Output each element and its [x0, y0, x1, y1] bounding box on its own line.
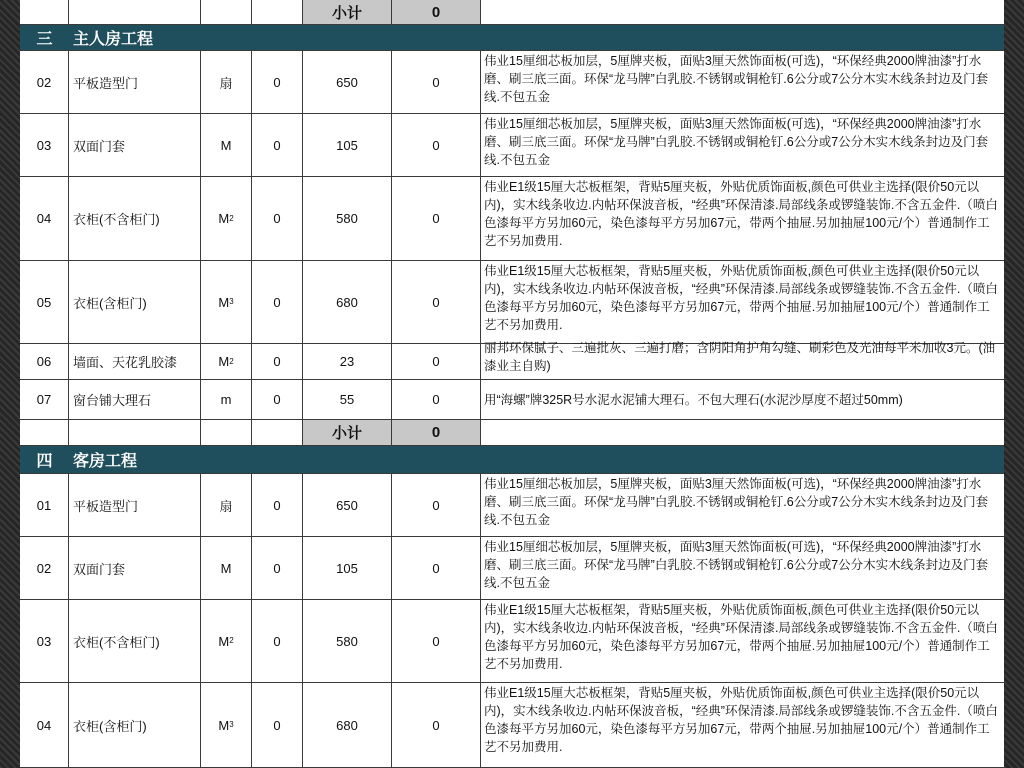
cell-qty: 0: [252, 537, 303, 599]
unit-text: 扇: [219, 75, 233, 91]
cell-name: 衣柜(不含柜门): [69, 600, 201, 682]
cell-total: 0: [392, 474, 481, 536]
unit-text: M: [220, 137, 232, 153]
cell-price: 105: [303, 114, 392, 176]
cell-total: 0: [392, 344, 481, 379]
cell-no: [20, 420, 69, 445]
unit-text: M: [218, 717, 230, 733]
section-number: 三: [36, 31, 53, 48]
cell-name: 衣柜(含柜门): [69, 683, 201, 767]
cell-price: 55: [303, 380, 392, 419]
cell-qty: 0: [252, 51, 303, 113]
cell-description: 伟业E1级15厘大芯板框架，背贴5厘夹板，外贴优质饰面板,颜色可供业主选择(限价50元以内)，实木线条收边.内帖环保波音板，“经典”环保清漆.局部线条或锣缝装饰.不含五金件.（喷白色漆每平方另加60元，染色漆每平方另加67元，带两个抽屉.另加抽屉100元/个）普通制作工艺不另加费用.: [484, 603, 998, 671]
cell-unit: M 2: [201, 344, 252, 379]
cell-price: 580: [303, 177, 392, 260]
cell-no: 06: [20, 344, 69, 379]
cell-price: 680: [303, 683, 392, 767]
table-row: [20, 537, 1004, 600]
cell-total: 0: [392, 51, 481, 113]
cell-no: 07: [20, 380, 69, 419]
cell-description: 伟业15厘细芯板加层，5厘牌夹板，面贴3厘天然饰面板(可选)，“环保经典2000牌油漆”打水磨、刷三底三面。环保“龙马牌”白乳胶.不锈钢或铜枪钉.6公分或7公分木实木线条封边及门套线.不包五金: [484, 54, 989, 104]
cell-name: 墙面、天花乳胶漆: [69, 344, 201, 379]
cell-name: [69, 420, 201, 445]
subtotal-value: 0: [392, 0, 481, 24]
table-row: [20, 341, 1004, 380]
cell-total: 0: [392, 537, 481, 599]
cell-name: 双面门套: [69, 114, 201, 176]
cell-qty: 0: [252, 474, 303, 536]
cell-name: 双面门套: [69, 537, 201, 599]
section-header-guest-room: [20, 446, 1004, 474]
cell-qty: 0: [252, 177, 303, 260]
cell-description: 伟业15厘细芯板加层，5厘牌夹板，面贴3厘天然饰面板(可选)，“环保经典2000牌油漆”打水磨、刷三底三面。环保“龙马牌”白乳胶.不锈钢或铜枪钉.6公分或7公分木实木线条封边及门套线.不包五金: [484, 540, 989, 590]
section-title: 客房工程: [73, 453, 138, 470]
quotation-sheet: [20, 0, 1004, 768]
right-background-strip: [1004, 0, 1024, 768]
cell-no: 03: [20, 600, 69, 682]
subtotal-row-master-bedroom: [20, 420, 1004, 446]
cell-name: 衣柜(不含柜门): [69, 177, 201, 260]
cell-price: 650: [303, 474, 392, 536]
cell-price: 105: [303, 537, 392, 599]
cell-qty: 0: [252, 600, 303, 682]
cell-no: 05: [20, 261, 69, 343]
cell-unit: M 3: [201, 683, 252, 767]
section-title: 主人房工程: [73, 31, 154, 48]
cell-total: 0: [392, 683, 481, 767]
cell-qty: 0: [252, 344, 303, 379]
cell-no: 04: [20, 177, 69, 260]
cell-description: 伟业E1级15厘大芯板框架，背贴5厘夹板，外贴优质饰面板,颜色可供业主选择(限价50元以内)，实木线条收边.内帖环保波音板，“经典”环保清漆.局部线条或锣缝装饰.不含五金件.（喷白色漆每平方另加60元，染色漆每平方另加67元，带两个抽屉.另加抽屉100元/个）普通制作工艺不另加费用.: [484, 180, 998, 248]
subtotal-label: 小计: [303, 0, 392, 24]
cell-name: [69, 0, 201, 24]
unit-text: M: [218, 633, 230, 649]
cell-unit: [201, 537, 252, 599]
unit-text: m: [220, 392, 232, 407]
cell-total: 0: [392, 600, 481, 682]
unit-text: M: [218, 354, 230, 369]
cell-unit: M 3: [201, 261, 252, 343]
cell-unit: [201, 0, 252, 24]
cell-description: 伟业15厘细芯板加层，5厘牌夹板，面贴3厘天然饰面板(可选)，“环保经典2000牌油漆”打水磨、刷三底三面。环保“龙马牌”白乳胶.不锈钢或铜枪钉.6公分或7公分木实木线条封边及门套线.不包五金: [484, 477, 989, 527]
section-number: 四: [36, 453, 53, 470]
cell-unit: [201, 380, 252, 419]
cell-unit: [201, 51, 252, 113]
subtotal-value: 0: [392, 420, 481, 445]
cell-unit: M 2: [201, 177, 252, 260]
cell-qty: [252, 420, 303, 445]
unit-text: M: [220, 560, 232, 576]
cell-description: 伟业E1级15厘大芯板框架，背贴5厘夹板，外贴优质饰面板,颜色可供业主选择(限价50元以内)，实木线条收边.内帖环保波音板，“经典”环保清漆.局部线条或锣缝装饰.不含五金件.（喷白色漆每平方另加60元，染色漆每平方另加67元，带两个抽屉.另加抽屉100元/个）普通制作工艺不另加费用.: [484, 264, 998, 332]
cell-description: 丽邦环保腻子、三遍批灰、三遍打磨；含阴阳角护角勾缝、刷彩色及光油每平米加收3元。(油漆业主自购): [484, 341, 996, 373]
cell-no: 02: [20, 51, 69, 113]
cell-unit: [201, 114, 252, 176]
cell-qty: 0: [252, 114, 303, 176]
cell-desc: [481, 0, 1004, 24]
cell-qty: 0: [252, 683, 303, 767]
table-row: [20, 114, 1004, 177]
cell-price: 580: [303, 600, 392, 682]
cell-no: 01: [20, 474, 69, 536]
cell-name: 窗台铺大理石: [69, 380, 201, 419]
cell-qty: 0: [252, 261, 303, 343]
section-header-master-bedroom: [20, 25, 1004, 51]
cell-unit: [201, 474, 252, 536]
cell-price: 680: [303, 261, 392, 343]
unit-text: M: [218, 211, 230, 226]
cell-no: 03: [20, 114, 69, 176]
table-row: [20, 261, 1004, 344]
table-row: [20, 600, 1004, 683]
cell-unit: [201, 420, 252, 445]
cell-no: 04: [20, 683, 69, 767]
cell-price: 650: [303, 51, 392, 113]
cell-name: 衣柜(含柜门): [69, 261, 201, 343]
left-background-strip: [0, 0, 20, 768]
cell-description: 伟业E1级15厘大芯板框架，背贴5厘夹板，外贴优质饰面板,颜色可供业主选择(限价50元以内)，实木线条收边.内帖环保波音板，“经典”环保清漆.局部线条或锣缝装饰.不含五金件.（喷白色漆每平方另加60元，染色漆每平方另加67元，带两个抽屉.另加抽屉100元/个）普通制作工艺不另加费用.: [484, 686, 998, 754]
cell-qty: [252, 0, 303, 24]
table-row: [20, 51, 1004, 114]
cell-description: 用“海螺”牌325R号水泥水泥铺大理石。不包大理石(水泥沙厚度不超过50mm): [484, 393, 903, 407]
table-row: [20, 683, 1004, 768]
cell-name: 平板造型门: [69, 51, 201, 113]
unit-text: M: [218, 294, 230, 310]
cell-no: [20, 0, 69, 24]
subtotal-label: 小计: [303, 420, 392, 445]
cell-qty: 0: [252, 380, 303, 419]
cell-total: 0: [392, 380, 481, 419]
subtotal-row-top: [20, 0, 1004, 25]
cell-price: 23: [303, 344, 392, 379]
unit-text: 扇: [219, 498, 233, 514]
cell-no: 02: [20, 537, 69, 599]
cell-total: 0: [392, 114, 481, 176]
cell-description: 伟业15厘细芯板加层，5厘牌夹板，面贴3厘天然饰面板(可选)，“环保经典2000牌油漆”打水磨、刷三底三面。环保“龙马牌”白乳胶.不锈钢或铜枪钉.6公分或7公分木实木线条封边及门套线.不包五金: [484, 117, 989, 167]
cell-total: 0: [392, 261, 481, 343]
table-row: [20, 177, 1004, 261]
cell-total: 0: [392, 177, 481, 260]
table-row: [20, 380, 1004, 420]
cell-desc: [481, 420, 1004, 445]
cell-unit: M 2: [201, 600, 252, 682]
cell-name: 平板造型门: [69, 474, 201, 536]
table-row: [20, 474, 1004, 537]
